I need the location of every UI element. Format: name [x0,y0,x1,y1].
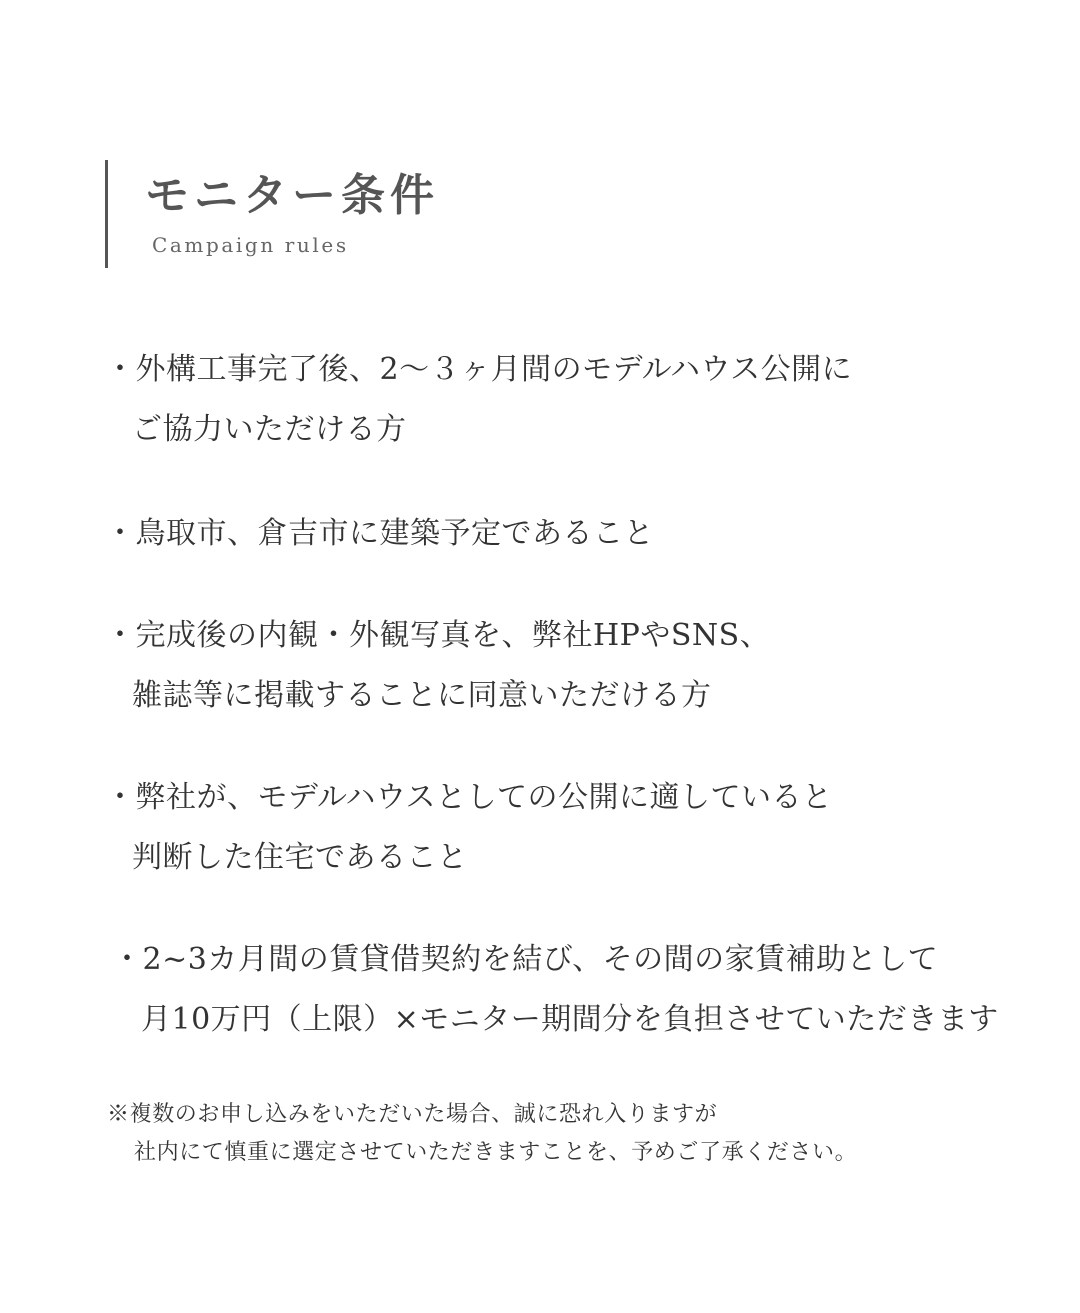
section-heading [105,160,705,268]
rule-3-line-2: 雑誌等に掲載することに同意いただける方 [132,678,712,713]
rule-1-line-2: ご協力いただける方 [132,412,407,447]
page-title: モニター条件 [145,170,439,221]
rule-1-line-1: ・外構工事完了後、2〜３ヶ月間のモデルハウス公開に [105,352,853,387]
rule-2-line-1: ・鳥取市、倉吉市に建築予定であること [105,516,654,551]
note-line-1: ※複数のお申し込みをいただいた場合、誠に恐れ入りますが [107,1102,718,1127]
note-line-2: 社内にて慎重に選定させていただきますことを、予めご了承ください。 [134,1140,858,1165]
heading-accent-bar [105,160,108,268]
page-subtitle: Campaign rules [152,233,349,257]
rule-3-line-1: ・完成後の内観・外観写真を、弊社HPやSNS、 [105,618,771,653]
rule-5-line-2: 月10万円（上限）×モニター期間分を負担させていただきます [141,1002,999,1037]
rule-4-line-2: 判断した住宅であること [132,840,468,875]
rule-4-line-1: ・弊社が、モデルハウスとしての公開に適していると [105,780,833,815]
rule-5-line-1: ・2~3カ月間の賃貸借契約を結び、その間の家賃補助として [112,942,939,977]
